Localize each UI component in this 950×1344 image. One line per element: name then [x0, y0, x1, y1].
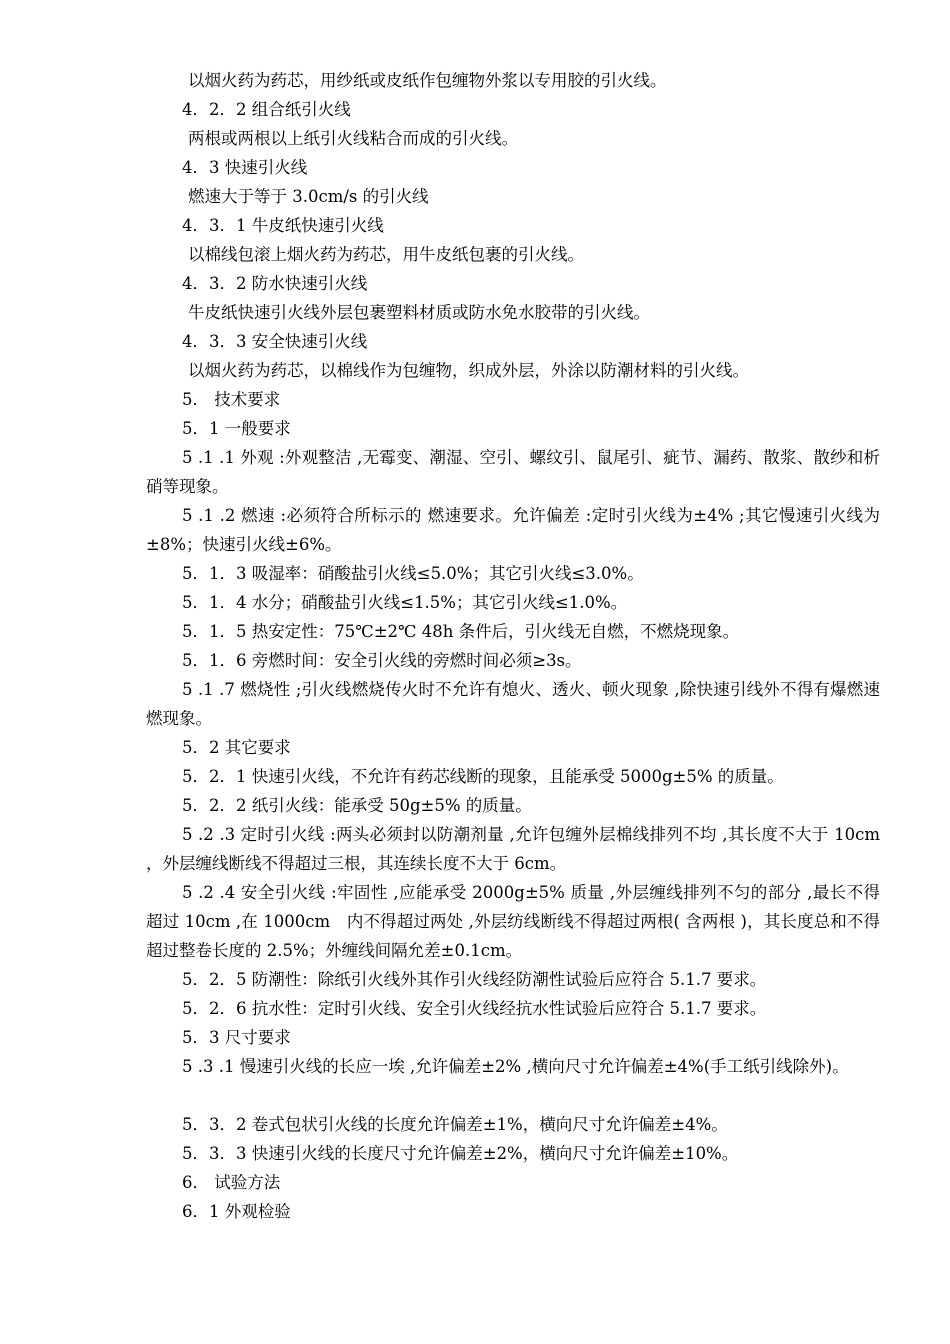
requirement-item: 5．1．5 热安定性：75℃±2℃ 48h 条件后，引火线无自燃，不燃烧现象。 — [182, 622, 740, 641]
requirement-paragraph: 5 .2 .4 安全引火线 :牢固性 ,应能承受 2000g±5% 质量 ,外层缠线排列不匀的部分 ,最长不得超过 10cm ,在 1000cm 内不得超过两处 ,外层纺线断线不得超过两根( 含两根 )，其长度总和不得超过整卷长度的 2.5%；外缠线间隔允差±0.1cm。 — [146, 883, 880, 960]
clause-heading: 4．3．1 牛皮纸快速引火线 — [182, 216, 384, 235]
clause-heading: 5．2 其它要求 — [182, 738, 291, 757]
section-heading: 5． 技术要求 — [182, 390, 281, 409]
clause-heading: 4．3．2 防水快速引火线 — [182, 274, 368, 293]
requirement-item: 5．3．2 卷式包状引火线的长度允许偏差±1%，横向尺寸允许偏差±4%。 — [182, 1115, 728, 1134]
clause-heading: 4．3 快速引火线 — [182, 158, 308, 177]
clause-heading: 4．3．3 安全快速引火线 — [182, 332, 368, 351]
definition-paragraph: 以烟火药为药芯，用纱纸或皮纸作包缠物外浆以专用胶的引火线。 — [188, 71, 667, 90]
requirement-paragraph: 5 .1 .2 燃速 :必须符合所标示的 燃速要求。允许偏差 :定时引火线为±4% ;其它慢速引火线为±8%；快速引火线±6%。 — [146, 506, 880, 554]
clause-heading: 5．1 一般要求 — [182, 419, 291, 438]
requirement-item: 5．2．2 纸引火线：能承受 50g±5% 的质量。 — [182, 796, 532, 815]
definition-paragraph: 两根或两根以上纸引火线粘合而成的引火线。 — [188, 129, 518, 148]
requirement-paragraph: 5 .2 .3 定时引火线 :两头必须封以防潮剂量 ,允许包缠外层棉线排列不均 ,其长度不大于 10cm ，外层缠线断线不得超过三根，其连续长度不大于 6cm。 — [146, 825, 880, 873]
requirement-item: 5．2．5 防潮性：除纸引火线外其作引火线经防潮性试验后应符合 5.1.7 要求。 — [182, 970, 767, 989]
requirement-paragraph: 5 .3 .1 慢速引火线的长应一埃 ,允许偏差±2% ,横向尺寸允许偏差±4%(手工纸引线除外)。 — [182, 1057, 849, 1076]
requirement-item: 5．1．6 旁燃时间：安全引火线的旁燃时间必须≥3s。 — [182, 651, 582, 670]
definition-paragraph: 牛皮纸快速引火线外层包裹塑料材质或防水免水胶带的引火线。 — [188, 303, 650, 322]
requirement-paragraph: 5 .1 .7 燃烧性 ;引火线燃烧传火时不允许有熄火、透火、顿火现象 ,除快速引线外不得有爆燃速燃现象。 — [146, 680, 880, 728]
clause-heading: 4．2．2 组合纸引火线 — [182, 100, 351, 119]
requirement-item: 5．2．1 快速引火线，不允许有药芯线断的现象，且能承受 5000g±5% 的质量。 — [182, 767, 784, 786]
requirement-paragraph: 5 .1 .1 外观 :外观整洁 ,无霉变、潮湿、空引、螺纹引、鼠尾引、疵节、漏药、散浆、散纱和析硝等现象。 — [146, 448, 880, 496]
requirement-item: 5．1．3 吸湿率：硝酸盐引火线≤5.0%；其它引火线≤3.0%。 — [182, 564, 644, 583]
document-body — [146, 66, 880, 1226]
definition-paragraph: 以棉线包滚上烟火药为药芯，用牛皮纸包裹的引火线。 — [188, 245, 584, 264]
clause-heading: 6．1 外观检验 — [182, 1202, 291, 1221]
requirement-item: 5．2．6 抗水性：定时引火线、安全引火线经抗水性试验后应符合 5.1.7 要求。 — [182, 999, 767, 1018]
requirement-item: 5．3．3 快速引火线的长度尺寸允许偏差±2%，横向尺寸允许偏差±10%。 — [182, 1144, 739, 1163]
clause-heading: 5．3 尺寸要求 — [182, 1028, 291, 1047]
definition-paragraph: 燃速大于等于 3.0cm/s 的引火线 — [188, 187, 429, 206]
definition-paragraph: 以烟火药为药芯，以棉线作为包缠物，织成外层，外涂以防潮材料的引火线。 — [188, 361, 749, 380]
requirement-item: 5．1．4 水分；硝酸盐引火线≤1.5%；其它引火线≤1.0%。 — [182, 593, 628, 612]
section-heading: 6． 试验方法 — [182, 1173, 281, 1192]
